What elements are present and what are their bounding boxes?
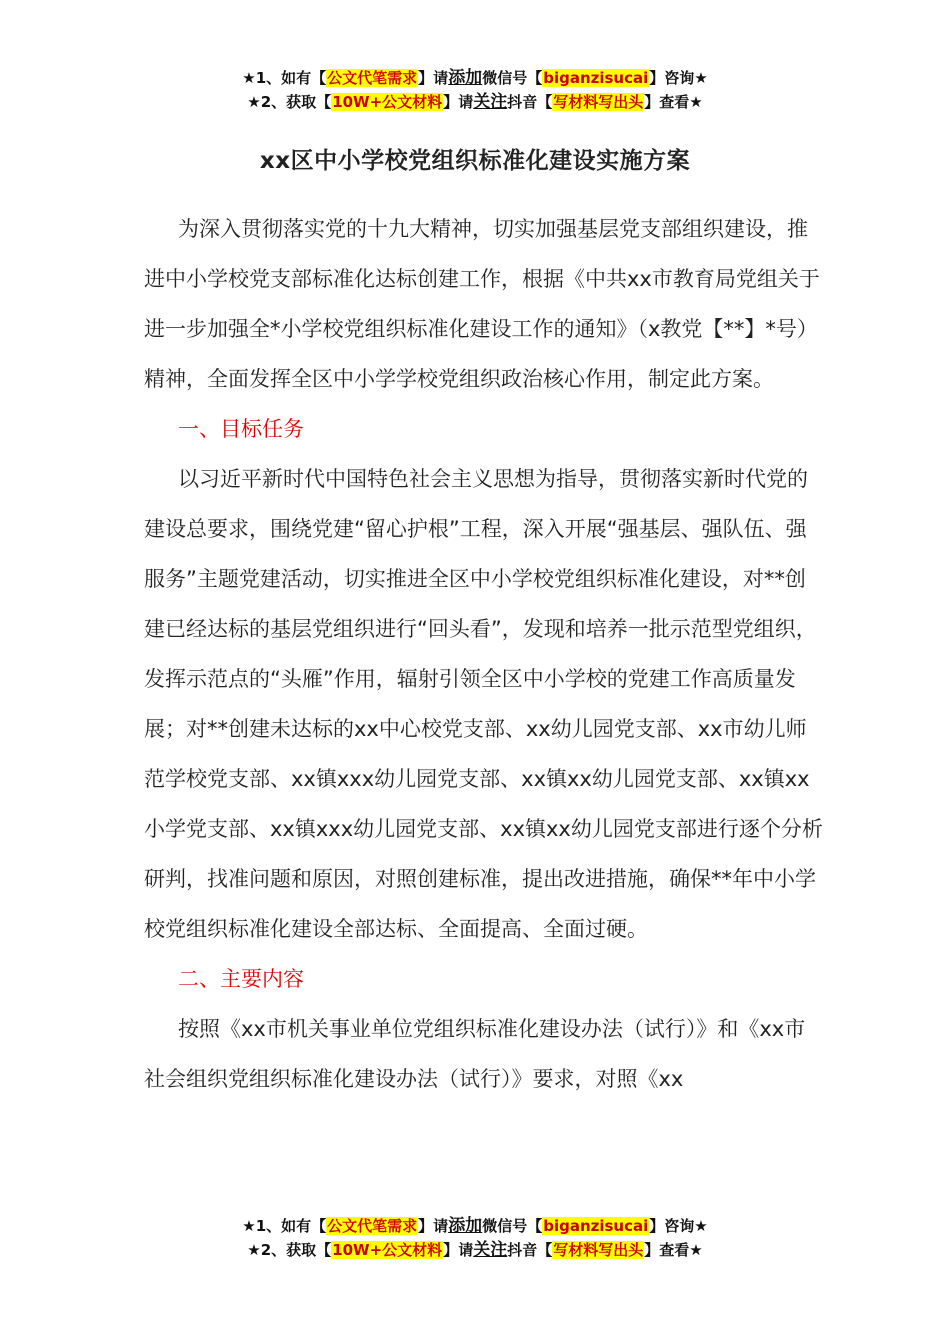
banner-highlight: 10W+公文材料 [332,1241,443,1259]
banner-emphasis: 添加 [448,68,483,88]
banner-text: 】查看★ [644,1241,703,1259]
banner-text: ★1、如有【 [242,1217,327,1235]
banner-text: 】请 [418,69,449,87]
intro-paragraph: 为深入贯彻落实党的十九大精神，切实加强基层党支部组织建设，推进中小学校党支部标准化达标创建工作，根据《中共xx市教育局党组关于进一步加强全*小学校党组织标准化建设工作的通知》（x教党【**】*号）精神，全面发挥全区中小学学校党组织政治核心作用，制定此方案。 [144,217,820,391]
content-paragraph: 按照《xx市机关事业单位党组织标准化建设办法（试行）》和《xx市社会组织党组织标准化建设办法（试行）》要求，对照《xx [144,1017,806,1091]
banner-emphasis: 关注 [473,92,508,112]
banner-text: 】请 [443,1241,474,1259]
banner-highlight: 10W+公文材料 [332,93,443,111]
banner-text: 】请 [443,93,474,111]
banner-text: 】咨询★ [649,1217,708,1235]
banner-text: 】查看★ [644,93,703,111]
banner-emphasis: 添加 [448,1216,483,1236]
banner-text: ★1、如有【 [242,69,327,87]
footer-banner [0,1214,950,1262]
banner-text: 微信号【 [482,1217,543,1235]
banner-text: 】请 [418,1217,449,1235]
banner-text: ★2、获取【 [247,1241,332,1259]
banner-line-2 [0,1238,950,1262]
banner-highlight: 写材料写出头 [553,93,644,111]
banner-highlight: biganzisucai [543,1217,649,1235]
banner-highlight: 公文代笔需求 [327,1217,418,1235]
header-banner [0,66,950,114]
banner-emphasis: 关注 [473,1240,508,1260]
section-heading-goals: 一、目标任务 [178,417,304,441]
banner-text: ★2、获取【 [247,93,332,111]
banner-highlight: 公文代笔需求 [327,69,418,87]
document-body [144,204,826,1104]
document-title: xx区中小学校党组织标准化建设实施方案 [259,148,691,174]
banner-text: 抖音【 [507,93,553,111]
banner-highlight: biganzisucai [543,69,649,87]
banner-line-1 [0,66,950,90]
goals-paragraph: 以习近平新时代中国特色社会主义思想为指导，贯彻落实新时代党的建设总要求，围绕党建“留心护根”工程，深入开展“强基层、强队伍、强服务”主题党建活动，切实推进全区中小学校党组织标准化建设，对**创建已经达标的基层党组织进行“回头看”，发现和培养一批示范型党组织，发挥示范点的“头雁”作用，辐射引领全区中小学校的党建工作高质量发展；对**创建未达标的xx中心校党支部、xx幼儿园党支部、xx市幼儿师范学校党支部、xx镇xxx幼儿园党支部、xx镇xx幼儿园党支部、xx镇xx小学党支部、xx镇xxx幼儿园党支部、xx镇xx幼儿园党支部进行逐个分析研判，找准问题和原因，对照创建标准，提出改进措施，确保**年中小学校党组织标准化建设全部达标、全面提高、全面过硬。 [144,467,823,941]
banner-highlight: 写材料写出头 [553,1241,644,1259]
banner-line-1 [0,1214,950,1238]
banner-text: 微信号【 [482,69,543,87]
section-heading-content: 二、主要内容 [178,967,304,991]
banner-text: 】咨询★ [649,69,708,87]
banner-line-2 [0,90,950,114]
banner-text: 抖音【 [507,1241,553,1259]
